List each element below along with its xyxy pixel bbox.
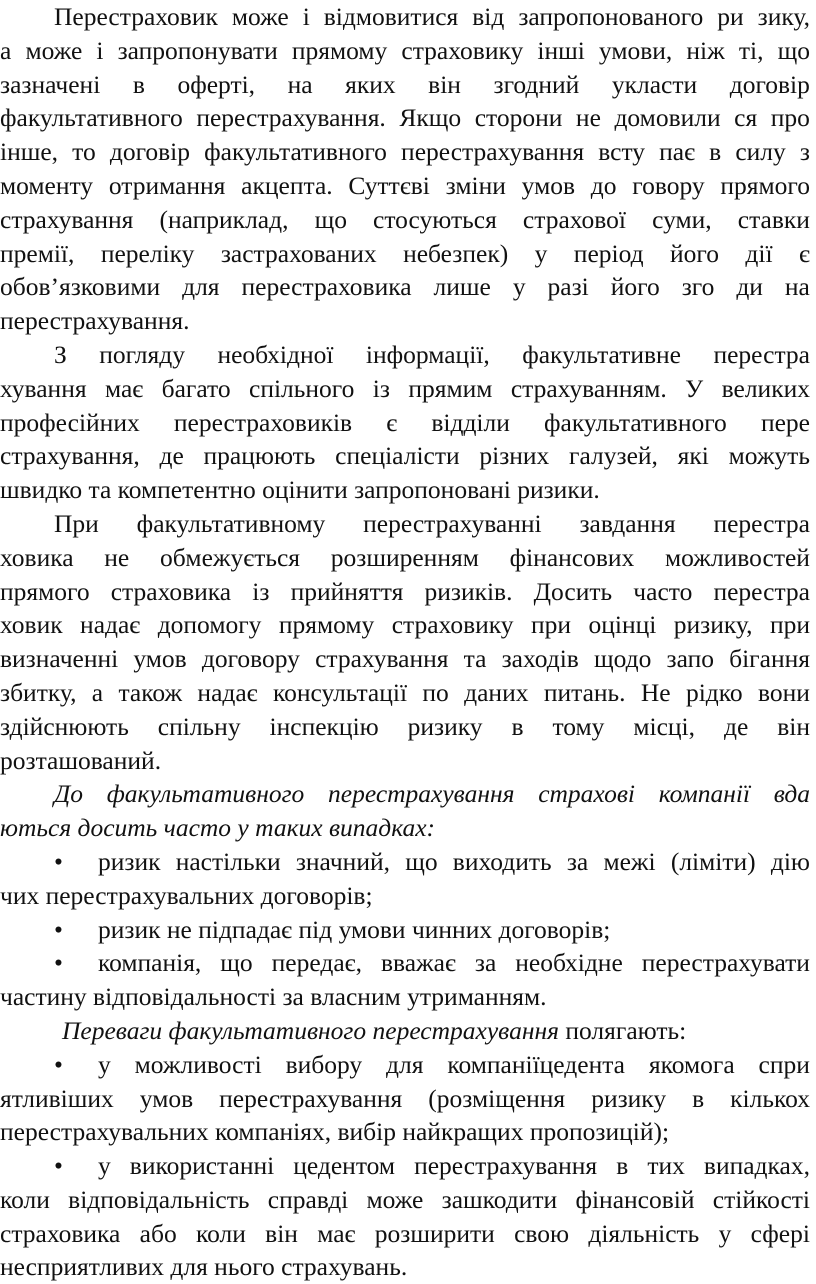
italic-heading-cases [0, 777, 810, 845]
text-line: З погляду необхідної інформації, факультативне перестра [54, 339, 810, 369]
text-line: страхування, де працюють спеціалісти різних галузей, які можуть [0, 441, 810, 471]
text-line: швидко та компетентно оцінити запропоновані ризики. [0, 475, 600, 505]
text-line: здійснюють спільну інспекцію ризику в тому місці, де він [0, 711, 810, 741]
list-item [0, 845, 810, 879]
text-line: При факультативному перестрахуванні завдання перестра [54, 508, 810, 538]
advantages-list [0, 1048, 810, 1284]
list-item-text: компанія, що передає, вважає за необхідне перестрахувати [98, 948, 810, 978]
text-line: а може і запропонувати прямому страховику інші умови, ніж ті, що [0, 35, 810, 65]
text-line: зазначені в оферті, на яких він згодний укласти договір [0, 69, 810, 99]
text-line: інше, то договір факультативного перестрахування всту пає в силу з [0, 137, 810, 167]
advantages-heading-normal: полягають: [558, 1015, 687, 1045]
paragraph-1 [0, 0, 810, 338]
bullet-icon: • [54, 1151, 63, 1181]
text-line: несприятливих для нього страхувань. [0, 1252, 408, 1282]
list-item [0, 946, 810, 980]
list-item-text: у використанні цедентом перестрахування в тих випадках, [98, 1151, 810, 1181]
bullet-icon: • [54, 1049, 63, 1079]
text-line: коли відповідальність справді може зашкодити фінансовій стійкості [0, 1184, 810, 1214]
text-line: хування має багато спільного із прямим страхуванням. У великих [0, 373, 810, 403]
text-line: обов’язковими для перестраховика лише у разі його зго ди на [0, 272, 810, 302]
list-item-text: ризик настільки значний, що виходить за межі (ліміти) дію [98, 846, 810, 876]
paragraph-2 [0, 338, 810, 507]
text-line: ховик надає допомогу прямому страховику при оцінці ризику, при [0, 610, 810, 640]
text-line: Перестраховик може і відмовитися від запропонованого ри зику, [54, 2, 810, 31]
bullet-icon: • [54, 846, 63, 876]
list-item [0, 1048, 810, 1082]
text-line: ховика не обмежується розширенням фінансових можливостей [0, 542, 810, 572]
advantages-heading [0, 1014, 810, 1048]
text-line: До факультативного перестрахування страхові компанії вда [54, 779, 810, 809]
text-line: розташований. [0, 745, 162, 775]
list-item-text: ризик не підпадає під умови чинних договорів; [98, 914, 611, 944]
text-line: ються досить часто у таких випадках: [0, 813, 436, 843]
text-line: факультативного перестрахування. Якщо сторони не домовили ся про [0, 103, 810, 133]
bullet-icon: • [54, 914, 63, 944]
paragraph-3 [0, 507, 810, 777]
text-line: страхування (наприклад, що стосуються страхової суми, ставки [0, 204, 810, 234]
text-line: премії, переліку застрахованих небезпек) у період його дії є [0, 238, 810, 268]
text-line: перестрахування. [0, 306, 190, 336]
advantages-heading-italic: Переваги факультативного перестрахування [62, 1015, 559, 1045]
list-item [0, 1149, 810, 1183]
text-line: частину відповідальності за власним утриманням. [0, 982, 547, 1012]
text-line: професійних перестраховиків є відділи факультативного пере [0, 407, 810, 437]
text-line: страховика або коли він має розширити свою діяльність у сфері [0, 1218, 810, 1248]
text-line: ятливіших умов перестрахування (розміщення ризику в кількох [0, 1083, 810, 1113]
text-line: визначенні умов договору страхування та заходів щодо запо бігання [0, 644, 810, 674]
list-item [0, 913, 810, 947]
text-line: збитку, а також надає консультації по даних питань. Не рідко вони [0, 677, 810, 707]
text-line: чих перестрахувальних договорів; [0, 880, 373, 910]
text-line: прямого страховика із прийняття ризиків. Досить часто перестра [0, 576, 810, 606]
list-item-text: у можливості вибору для компаніїцедента якомога спри [98, 1049, 810, 1079]
text-line: моменту отримання акцепта. Суттєві зміни умов до говору прямого [0, 170, 810, 200]
text-line: перестрахувальних компаніях, вибір найкращих пропозицій); [0, 1117, 670, 1147]
bullet-icon: • [54, 948, 63, 978]
cases-list [0, 845, 810, 1014]
